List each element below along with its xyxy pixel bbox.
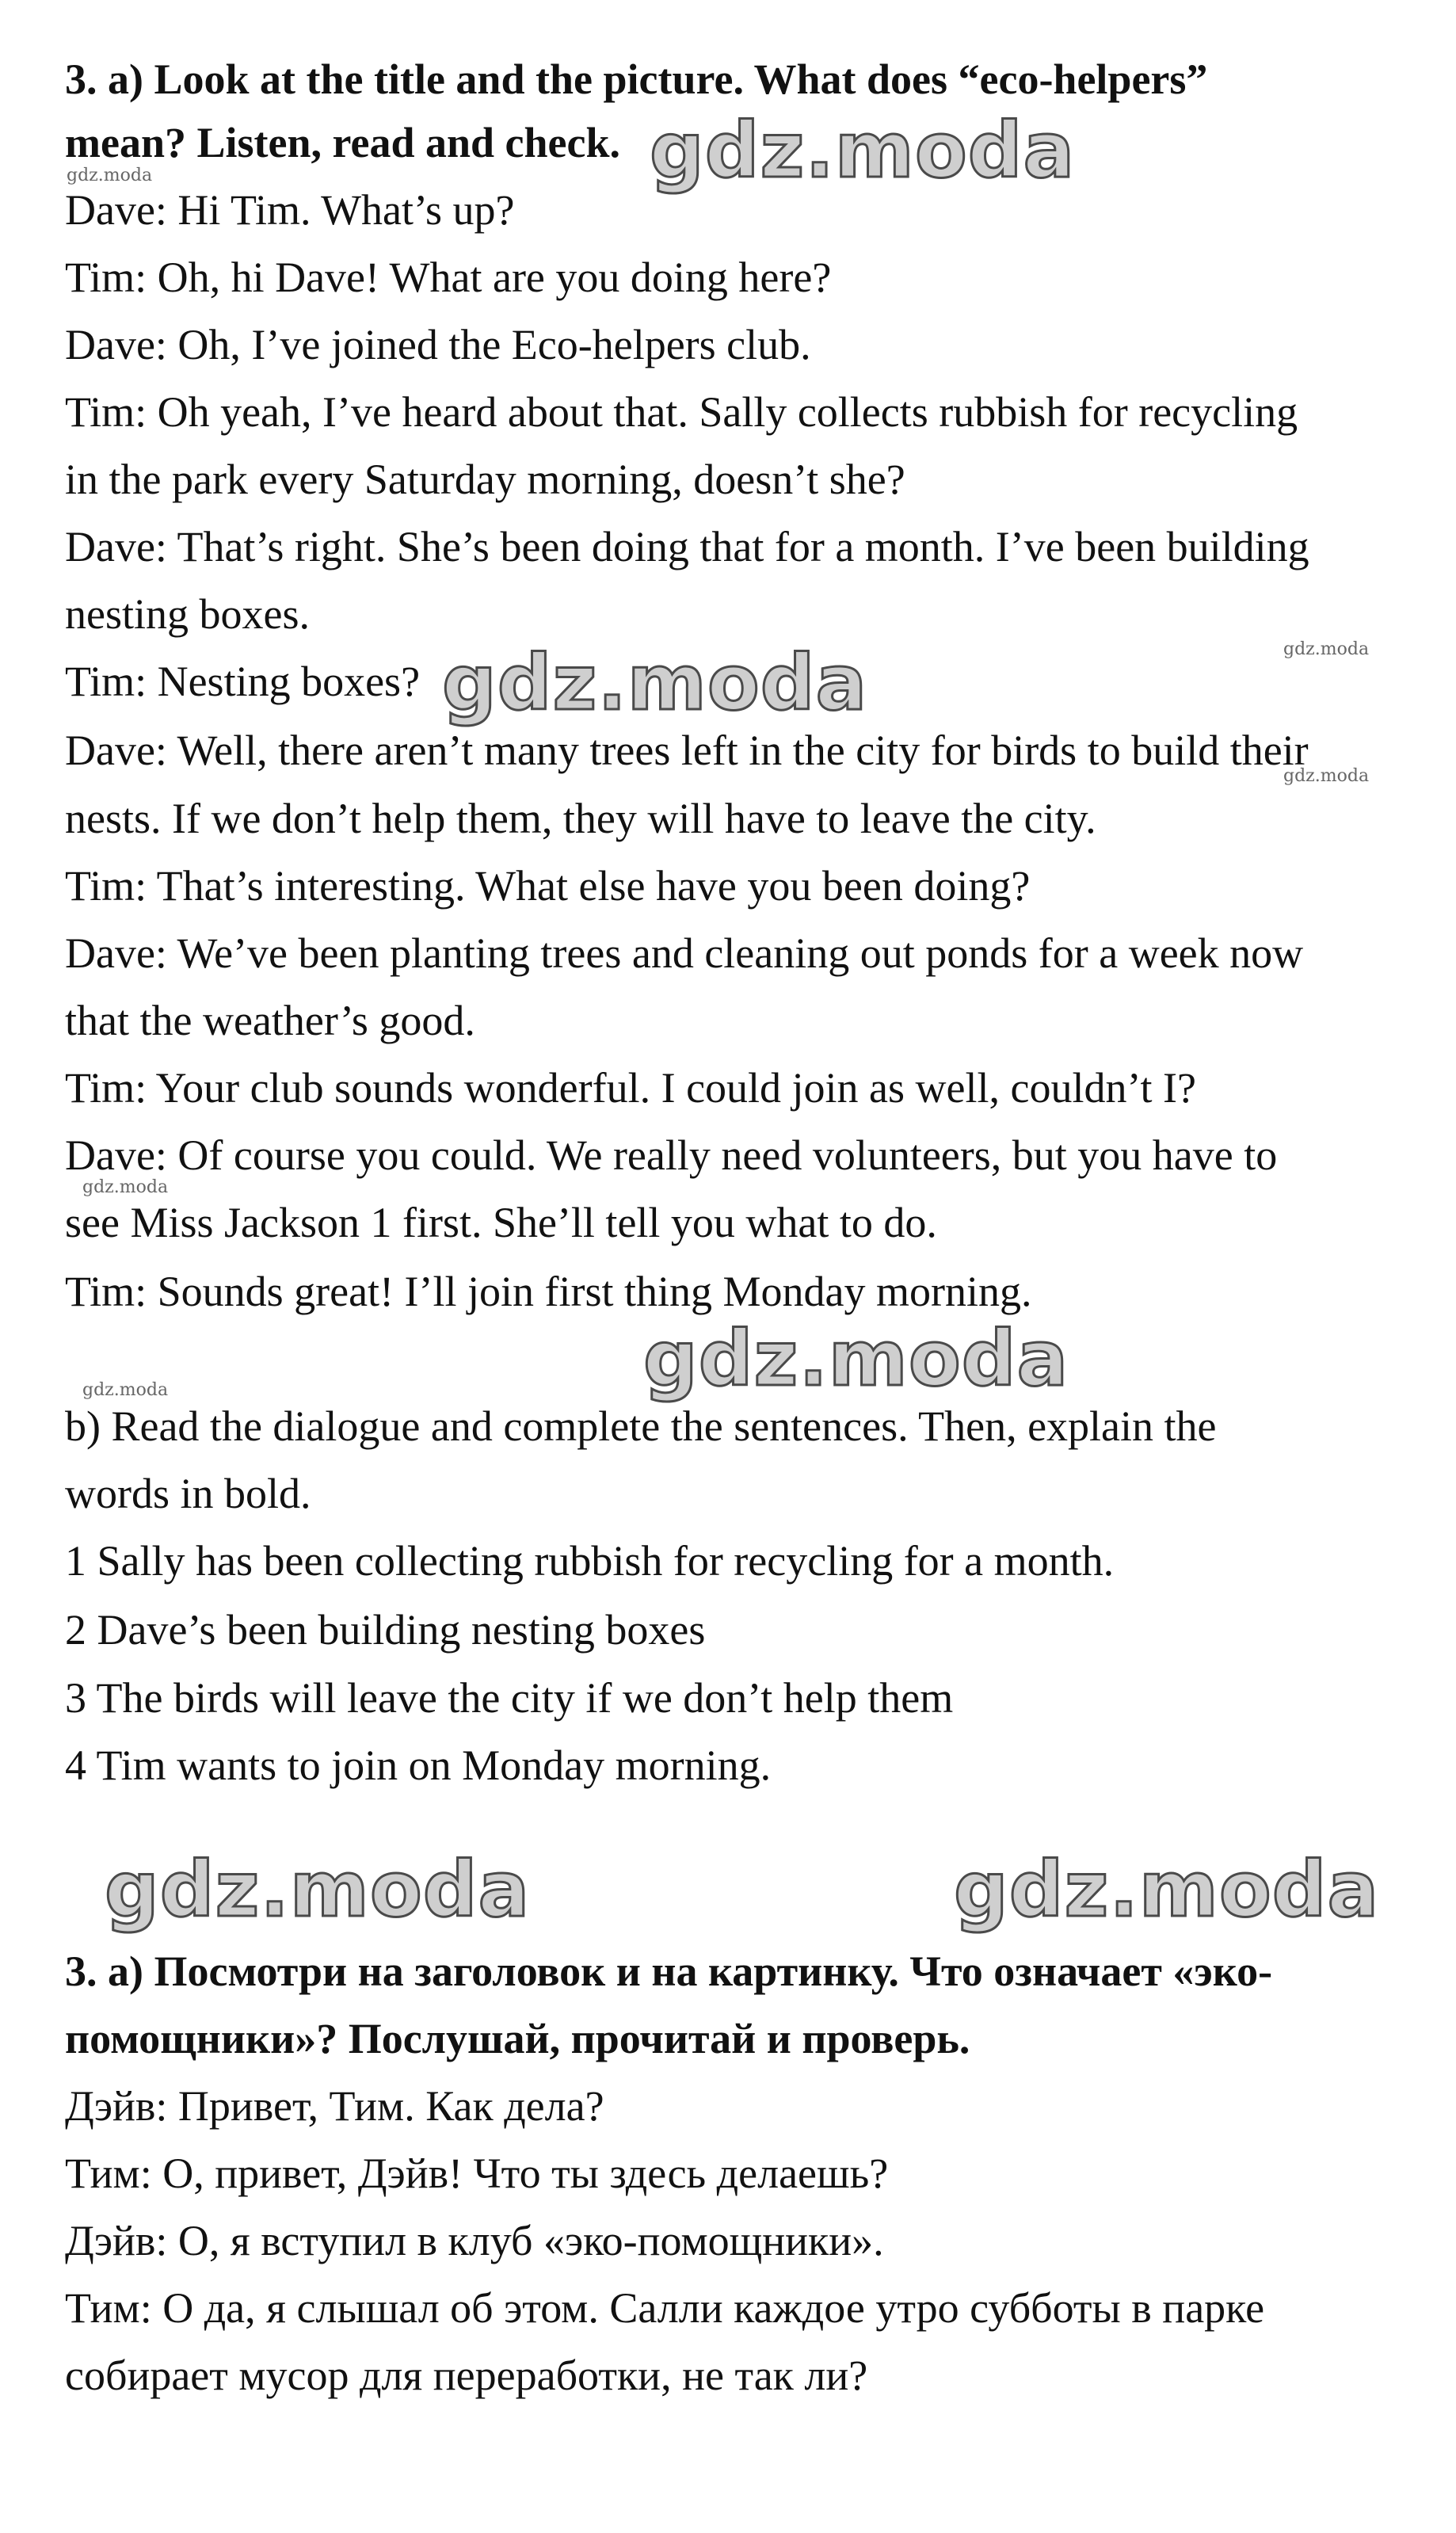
answer-line: 2 Dave’s been building nesting boxes (65, 1606, 706, 1654)
watermark-small: gdz.moda (67, 166, 153, 185)
watermark-small: gdz.moda (82, 1177, 169, 1197)
watermark: gdz.moda (105, 1845, 531, 1934)
dialogue-line: Dave: Well, there aren’t many trees left in the city for birds to build their (65, 727, 1309, 774)
ru-dialogue-line: Дэйв: О, я вступил в клуб «эко-помощники». (65, 2217, 884, 2264)
ru-task-heading-line-2: помощники»? Послушай, прочитай и проверь. (65, 2015, 970, 2062)
ru-task-heading-line-1: 3. а) Посмотри на заголовок и на картинку. Что означает «эко- (65, 1947, 1273, 1995)
dialogue-line: see Miss Jackson 1 first. She’ll tell you what to do. (65, 1199, 937, 1246)
part-b-instruction-line-2: words in bold. (65, 1470, 311, 1517)
dialogue-line: Dave: Of course you could. We really need volunteers, but you have to (65, 1131, 1278, 1179)
watermark: gdz.moda (954, 1845, 1380, 1934)
dialogue-line: Dave: That’s right. She’s been doing that for a month. I’ve been building (65, 523, 1309, 570)
part-b-instruction-line-1: b) Read the dialogue and complete the sentences. Then, explain the (65, 1402, 1217, 1450)
dialogue-line: in the park every Saturday morning, doesn’t she? (65, 456, 905, 503)
watermark: gdz.moda (650, 106, 1076, 195)
dialogue-line: Tim: Oh yeah, I’ve heard about that. Sally collects rubbish for recycling (65, 388, 1298, 436)
task-heading-line-2: mean? Listen, read and check. (65, 119, 621, 166)
dialogue-line: Tim: Oh, hi Dave! What are you doing here? (65, 254, 832, 301)
ru-dialogue-line: Тим: О да, я слышал об этом. Салли каждое утро субботы в парке (65, 2284, 1265, 2332)
ru-dialogue-line: собирает мусор для переработки, не так ли? (65, 2352, 868, 2399)
watermark-small: gdz.moda (82, 1380, 169, 1400)
answer-line: 3 The birds will leave the city if we don’t help them (65, 1674, 954, 1722)
dialogue-line: Tim: That’s interesting. What else have you been doing? (65, 862, 1031, 910)
dialogue-line: nests. If we don’t help them, they will have to leave the city. (65, 795, 1096, 842)
dialogue-line: Tim: Nesting boxes? (65, 658, 421, 705)
task-heading-line-1: 3. a) Look at the title and the picture. What does “eco-helpers” (65, 55, 1208, 103)
ru-dialogue-line: Тим: О, привет, Дэйв! Что ты здесь делаешь? (65, 2150, 889, 2197)
answer-line: 4 Tim wants to join on Monday morning. (65, 1741, 772, 1789)
dialogue-line: Dave: Oh, I’ve joined the Eco-helpers club. (65, 321, 811, 368)
dialogue-line: nesting boxes. (65, 590, 310, 638)
dialogue-line: Tim: Sounds great! I’ll join first thing Monday morning. (65, 1268, 1032, 1315)
watermark-small: gdz.moda (1283, 766, 1370, 786)
watermark: gdz.moda (442, 639, 868, 727)
dialogue-line: that the weather’s good. (65, 997, 475, 1044)
watermark-small: gdz.moda (1283, 639, 1370, 659)
dialogue-line: Dave: We’ve been planting trees and cleaning out ponds for a week now (65, 929, 1304, 977)
dialogue-line: Dave: Hi Tim. What’s up? (65, 186, 515, 234)
dialogue-line: Tim: Your club sounds wonderful. I could join as well, couldn’t I? (65, 1064, 1196, 1112)
watermark: gdz.moda (643, 1314, 1069, 1403)
ru-dialogue-line: Дэйв: Привет, Тим. Как дела? (65, 2082, 604, 2130)
answer-line: 1 Sally has been collecting rubbish for recycling for a month. (65, 1537, 1115, 1585)
